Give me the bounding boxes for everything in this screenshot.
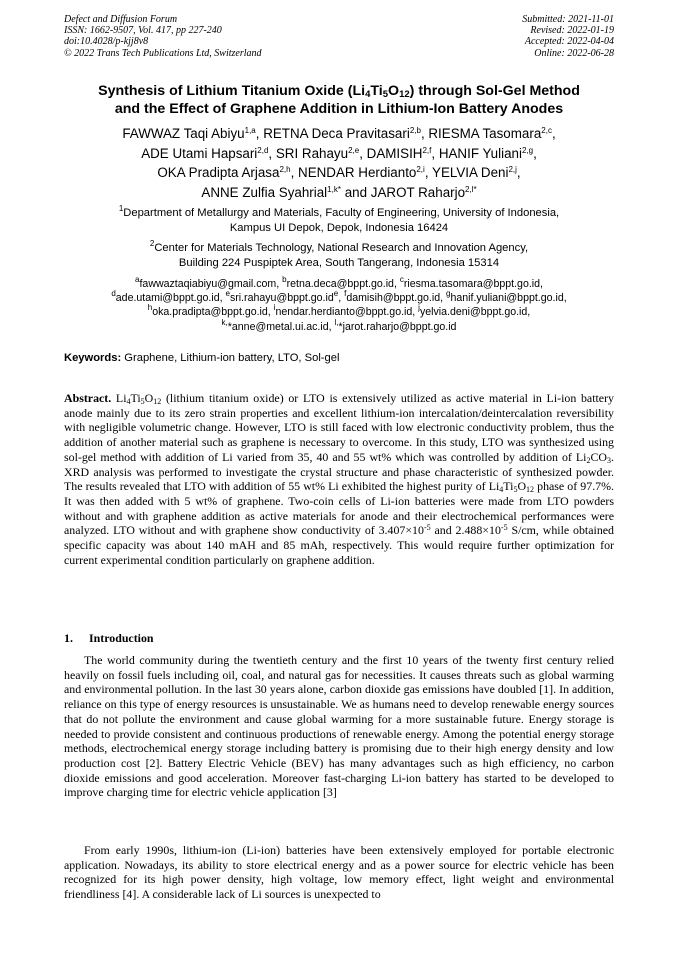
abstract-segment: S/cm, while obtained specific capacity was about 140 mAH and 85 mAh, respectively. This would require further optimization for current experimental condition particularly on graphene addition.: [64, 523, 614, 567]
abstract-segment: CO: [590, 449, 608, 464]
email-link[interactable]: riesma.tasomara@bppt.go.id,: [403, 278, 543, 290]
email-link[interactable]: ade.utami@bppt.go.id,: [115, 292, 226, 305]
abstract-segment: 4: [499, 485, 504, 495]
author-line: [40, 144, 638, 164]
email-link[interactable]: hanif.yuliani@bppt.go.id,: [450, 292, 567, 305]
author: ADE Utami Hapsari$^{2,d}$,: [141, 145, 276, 161]
abstract-segment: . XRD analysis was performed to investigate the crystal structure and phase characteristic of synthesized powder. The results revealed that LTO with addition of 55 wt% Li exhibited the highest purity of Li: [64, 449, 614, 494]
publication-dates: [522, 14, 614, 59]
date-online: Online: 2022-06-28: [534, 47, 614, 59]
section-title: Introduction: [89, 631, 154, 645]
author: JAROT Raharjo$^{2,l*}$: [370, 184, 477, 200]
abstract-segment: phase of 97.7%. It was then added with 5 wt% of graphene. Two-coin cells of Li-ion batteries were made from LTO powders without and with graphene addition as active materials for anode and their electrochemical performances were analyzed. LTO without and with graphene show conductivity of 3.407×10: [64, 479, 614, 538]
author-line: [40, 183, 638, 203]
journal-copyright: © 2022 Trans Tech Publications Ltd, Switzerland: [64, 47, 262, 59]
abstract-segment: (lithium titanium oxide) or LTO is extensively utilized as active material in Li-ion battery anode mainly due to its zero strain properties and excellent lithium-ion intercalation/deintercalation reversibility with negligible volumetric change. However, LTO is still faced with low electronic conductivity problem, thus the addition of another material such as graphene is necessary to overcome. In this study, LTO was synthesized using sol-gel method with addition of Li varied from 35, 40 and 55 wt% which was controlled by addition of Li: [64, 391, 614, 464]
email-line: $^h$oka.pradipta@bppt.go.id, $^i$nendar.herdianto@bppt.go.id, $^j$yelvia.deni@bppt.go.id,: [147, 303, 531, 319]
email-list: [40, 277, 638, 334]
author: RETNA Deca Pravitasari$^{2,b}$,: [263, 126, 429, 141]
abstract-segment: O: [144, 391, 154, 405]
author: RIESMA Tasomara$^{2,c}$,: [428, 126, 556, 141]
abstract-segment: Ti: [503, 479, 514, 494]
abstract: [64, 391, 614, 567]
title-line-1: Synthesis of Lithium Titanium Oxide $(Li_4Ti_5O_{12})$ through Sol-Gel Method: [98, 83, 580, 100]
author: OKA Pradipta Arjasa$^{2,h}$,: [157, 165, 299, 181]
date-submitted: Submitted: 2021-11-01: [522, 14, 614, 25]
keywords-text: Graphene, Lithium-ion battery, LTO, Sol-gel: [121, 352, 340, 364]
author-line: [40, 124, 638, 144]
title-line-2: and the Effect of Graphene Addition in Lithium-Ion Battery Anodes: [114, 101, 564, 117]
email-link[interactable]: retna.deca@bppt.go.id,: [286, 278, 400, 290]
abstract-segment: O: [517, 479, 527, 494]
abstract-segment: Ti: [130, 391, 141, 405]
abstract-segment: and 2.488×10: [430, 523, 501, 538]
abstract-text: [64, 391, 614, 567]
email-link[interactable]: sri.rahayu@bppt.go.id: [229, 292, 334, 305]
abstract-segment: 12: [526, 485, 535, 495]
email-link[interactable]: *jarot.raharjo@bppt.go.id: [338, 320, 457, 333]
paper-title: [40, 82, 638, 118]
abstract-segment: Li: [111, 391, 127, 405]
date-accepted: Accepted: 2022-04-04: [524, 36, 614, 48]
abstract-label: Abstract.: [64, 391, 112, 405]
author: NENDAR Herdianto$^{2,i}$,: [298, 165, 433, 181]
email-link[interactable]: damisih@bppt.go.id,: [346, 292, 447, 305]
email-line: $^a$fawwaztaqiabiyu@gmail.com, $^b$retna.deca@bppt.go.id, $^c$riesma.tasomara@bppt.go.id,: [135, 275, 543, 290]
journal-doi: doi:10.4028/p-kjj8v8: [64, 36, 149, 48]
email-link[interactable]: nendar.herdianto@bppt.go.id,: [275, 306, 419, 319]
author: SRI Rahayu$^{2,e}$,: [275, 145, 367, 161]
journal-info: [64, 14, 262, 59]
abstract-segment: 4: [126, 397, 131, 406]
affiliation-2: $^2$Center for Materials Technology, National Research and Innovation Agency, Building 224 Puspiptek Area, South Tangerang, Indonesia 15314: [149, 239, 529, 269]
abstract-segment: -5: [500, 523, 508, 533]
author-line: [40, 163, 638, 183]
journal-name: Defect and Diffusion Forum: [64, 14, 178, 25]
author: ANNE Zulfia Syahrial$^{1,k*}$ and: [201, 184, 371, 200]
email-link[interactable]: fawwaztaqiabiyu@gmail.com,: [139, 278, 283, 290]
section-number: 1.: [64, 631, 73, 645]
author: HANIF Yuliani$^{2,g}$,: [438, 145, 537, 161]
abstract-segment: 5: [140, 397, 145, 406]
body-paragraph: From early 1990s, lithium-ion (Li-ion) batteries have been extensively employed for portable electronic application. Nowadays, its ability to store electrical energy and as a power source for electric vehicle has been recognized for its high power density, high voltage, low memory effect, light weight and environmental friendliness [4]. A considerable lack of Li sources is unexpected to: [64, 843, 614, 902]
email-link[interactable]: yelvia.deni@bppt.go.id,: [419, 306, 531, 319]
abstract-segment: 2: [586, 455, 591, 465]
date-revised: Revised: 2022-01-19: [530, 25, 614, 37]
body-paragraph: The world community during the twentieth century and the first 10 years of the twenty first century relied heavily on fossil fuels including oil, coal, and natural gas for necessities. It causes threats such as global warming and environmental pollution. In the last 30 years alone, carbon dioxide gas emissions have doubled [1]. In addition, reliance on this type of energy resources is unsustainable. We as humans need to develop renewable energy sources that do not pollute the environment and cause global warming for a more sustainable future. Energy storage is needed to provide consistent and continuous productions of renewable energy. Among the potential energy storage methods, electrochemical energy storage including battery is promising due to their high energy density and low production cost [2]. Battery Electric Vehicle (BEV) has many advantages such as high efficiency, no carbon dioxide emissions and good acceleration. Moreover fast-charging Li-ion battery has started to be developed to improve charging time for electric vehicle application [3]: [64, 653, 614, 800]
abstract-segment: 5: [513, 485, 518, 495]
keywords-label: Keywords:: [64, 352, 122, 364]
author: DAMISIH$^{2,f}$,: [366, 145, 439, 161]
keywords: [64, 352, 339, 364]
journal-issn: ISSN: 1662-9507, Vol. 417, pp 227-240: [64, 25, 222, 37]
email-link[interactable]: *anne@metal.ui.ac.id,: [227, 320, 335, 333]
abstract-segment: 12: [153, 397, 162, 406]
abstract-segment: 3: [607, 455, 612, 465]
author: FAWWAZ Taqi Abiyu$^{1,a}$,: [122, 126, 264, 141]
section-heading: [64, 631, 154, 646]
author-list: [40, 124, 638, 202]
affiliation-1: $^1$Department of Metallurgy and Materials, Faculty of Engineering, University of Indonesia, Kampus UI Depok, Depok, Indonesia 16424: [118, 204, 560, 234]
abstract-segment: -5: [423, 523, 431, 533]
email-link[interactable]: oka.pradipta@bppt.go.id,: [152, 306, 274, 319]
email-line: $^d$ade.utami@bppt.go.id, $^esri.rahayu@bppt.go.id^e$, $^f$damisih@bppt.go.id, $^g$hanif.yuliani@bppt.go.id,: [111, 289, 567, 305]
email-line: $^{k,}$*anne@metal.ui.ac.id, $^{l,}$*jarot.raharjo@bppt.go.id: [221, 317, 457, 333]
author: YELVIA Deni$^{2,j}$,: [432, 165, 521, 181]
